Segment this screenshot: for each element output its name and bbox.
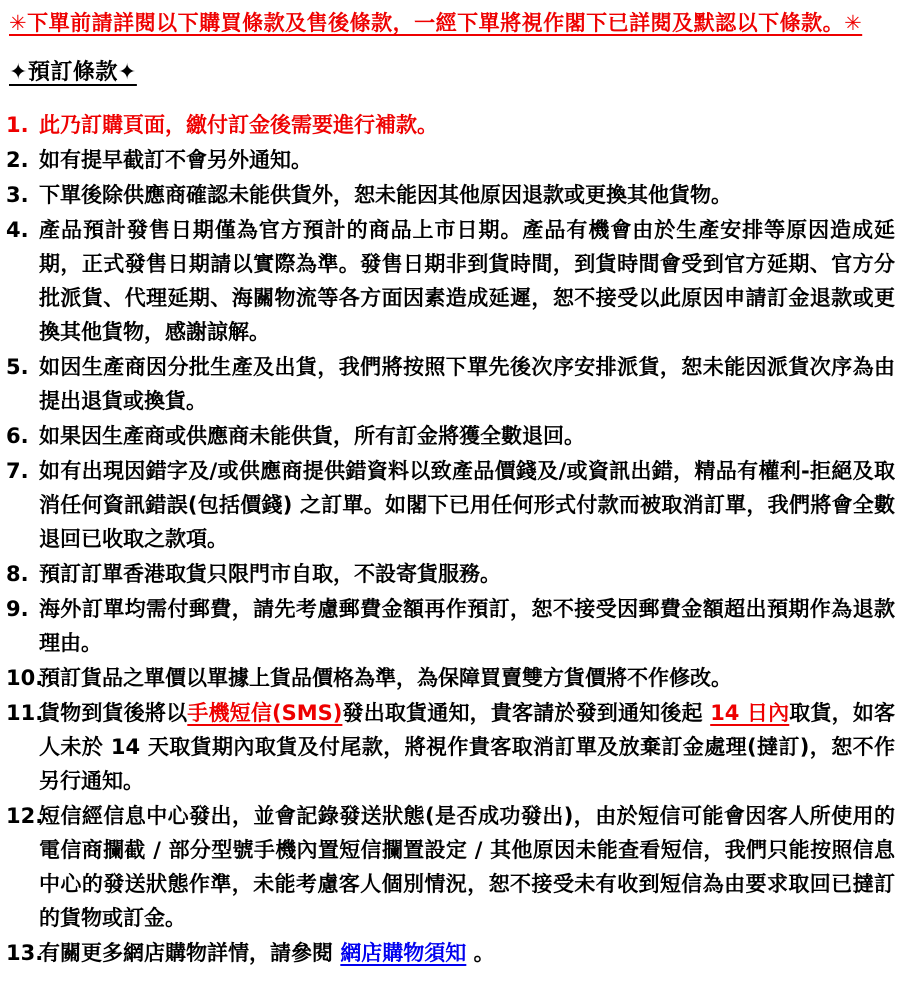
term-item <box>6 350 895 418</box>
term-text <box>39 696 895 798</box>
red-emphasis-text: 手機短信(SMS) <box>187 701 343 725</box>
term-item <box>6 696 895 798</box>
term-text-segment: 預訂訂單香港取貨只限門市自取，不設寄貨服務。 <box>39 562 501 586</box>
term-number: 13. <box>6 941 44 965</box>
term-number: 11. <box>6 701 44 725</box>
term-text <box>39 419 895 453</box>
term-text-segment: 短信經信息中心發出，並會記錄發送狀態(是否成功發出)，由於短信可能會因客人所使用的電信商攔截 / 部分型號手機內置短信攔置設定 / 其他原因未能查看短信，我們只能按照信息中心的發送狀態作準，未能考慮客人個別情況，恕不接受未有收到短信為由要求取回已撻訂的貨物或訂金。 <box>39 804 895 930</box>
term-number: 4. <box>6 218 29 242</box>
term-text <box>39 178 895 212</box>
term-text-segment: 貨物到貨後將以 <box>39 701 188 725</box>
term-item <box>6 419 895 453</box>
term-text-segment: 。 <box>466 941 495 965</box>
term-text-segment: 如有提早截訂不會另外通知。 <box>39 148 312 172</box>
term-number: 8. <box>6 562 29 586</box>
term-item <box>6 936 895 970</box>
term-item <box>6 661 895 695</box>
store-shopping-notice-link[interactable]: 網店購物須知 <box>340 941 467 965</box>
term-text <box>39 350 895 418</box>
term-text <box>39 799 895 935</box>
term-item <box>6 143 895 177</box>
term-text-segment: 預訂貨品之單價以單據上貨品價格為準，為保障買賣雙方貨價將不作修改。 <box>39 666 732 690</box>
term-text <box>39 108 895 142</box>
term-item <box>6 213 895 349</box>
term-item <box>6 178 895 212</box>
term-text-segment: 如果因生產商或供應商未能供貨，所有訂金將獲全數退回。 <box>39 424 585 448</box>
term-text-segment: 如有出現因錯字及/或供應商提供錯資料以致產品價錢及/或資訊出錯，精品有權利-拒絕及取消任何資訊錯誤(包括價錢) 之訂單。如閣下已用任何形式付款而被取消訂單，我們將會全數退回已收取之款項。 <box>39 459 895 551</box>
term-number: 7. <box>6 459 29 483</box>
term-text <box>39 213 895 349</box>
term-text-segment: 下單後除供應商確認未能供貨外，恕未能因其他原因退款或更換其他貨物。 <box>39 183 732 207</box>
term-text-segment: 此乃訂購頁面，繳付訂金後需要進行補款。 <box>39 113 438 137</box>
purchase-terms-notice-header: ✳下單前請詳閱以下購買條款及售後條款，一經下單將視作閣下已詳閱及默認以下條款。✳ <box>9 11 863 35</box>
term-text <box>39 557 895 591</box>
term-text <box>39 143 895 177</box>
term-text-segment: 如因生產商因分批生產及出貨，我們將按照下單先後次序安排派貨，恕未能因派貨次序為由提出退貨或換貨。 <box>39 355 895 413</box>
term-number: 3. <box>6 183 29 207</box>
term-text <box>39 592 895 660</box>
term-text-segment: 產品預計發售日期僅為官方預計的商品上市日期。產品有機會由於生產安排等原因造成延期，正式發售日期請以實際為準。發售日期非到貨時間，到貨時間會受到官方延期、官方分批派貨、代理延期、海關物流等各方面因素造成延遲，恕不接受以此原因申請訂金退款或更換其他貨物，感謝諒解。 <box>39 218 895 344</box>
term-number: 5. <box>6 355 29 379</box>
term-text-segment: 取貨，如客人未於 14 天取貨期內取貨及付尾款，將視作貴客取消訂單及放棄訂金處理(撻訂)，恕不作另行通知。 <box>39 701 896 793</box>
term-item <box>6 799 895 935</box>
term-text-segment: 海外訂單均需付郵費，請先考慮郵費金額再作預訂，恕不接受因郵費金額超出預期作為退款理由。 <box>39 597 895 655</box>
term-number: 6. <box>6 424 29 448</box>
term-number: 1. <box>6 113 29 137</box>
term-text-segment: 有關更多網店購物詳情，請參閱 <box>39 941 341 965</box>
term-text <box>39 661 895 695</box>
term-text <box>39 454 895 556</box>
red-emphasis-text: 14 日內 <box>710 701 790 725</box>
term-text <box>39 936 895 970</box>
term-number: 12. <box>6 804 44 828</box>
terms-list <box>6 108 895 970</box>
term-item <box>6 557 895 591</box>
section-title-preorder-terms: ✦預訂條款✦ <box>9 60 137 85</box>
term-number: 2. <box>6 148 29 172</box>
section-title-row <box>6 58 895 88</box>
term-item <box>6 108 895 142</box>
term-text-segment: 發出取貨通知，貴客請於發到通知後起 <box>342 701 711 725</box>
term-number: 10. <box>6 666 44 690</box>
term-item <box>6 592 895 660</box>
term-item <box>6 454 895 556</box>
term-number: 9. <box>6 597 29 621</box>
